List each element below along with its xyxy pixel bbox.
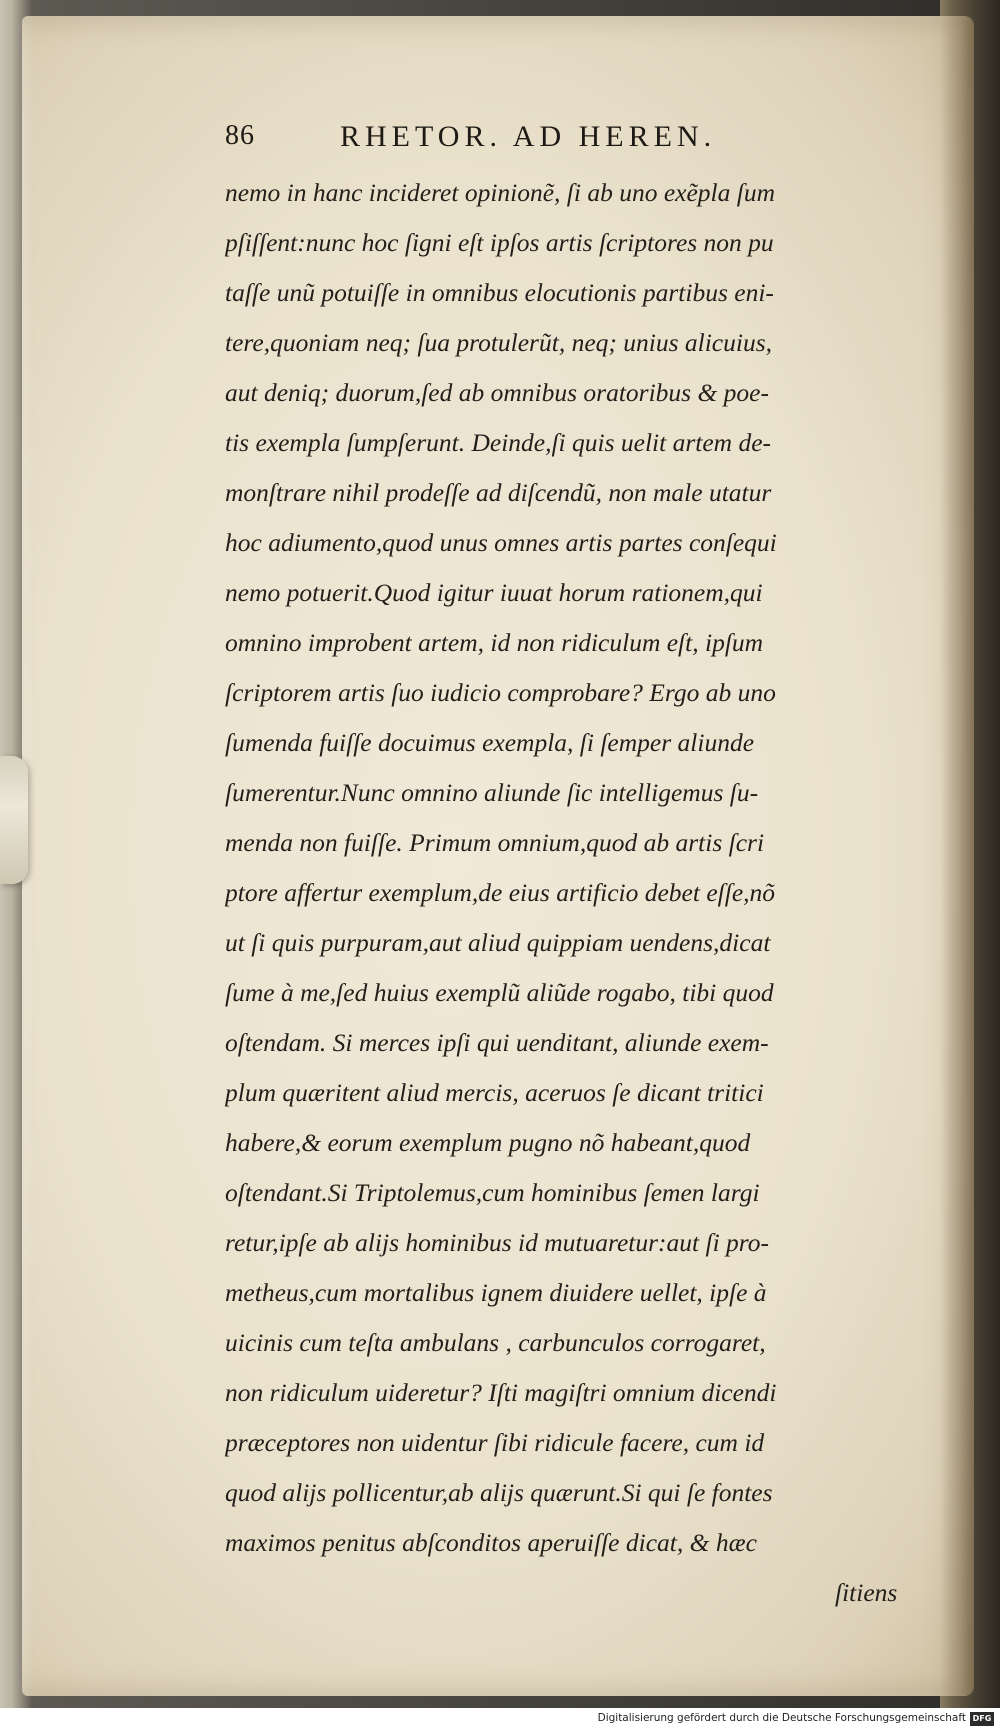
text-line: quod alijs pollicentur,ab alijs quærunt.Si qui ſe fontes [225,1478,773,1507]
text-line: tere,quoniam neq; ſua protulerũt, neq; unius alicuius, [225,328,773,357]
text-line: ptore affertur exemplum,de eius artificio debet eſſe,nõ [225,878,776,907]
text-line: hoc adiumento,quod unus omnes artis partes conſequi [225,528,777,557]
page-number: 86 [225,120,255,151]
text-line: ut ſi quis purpuram,aut aliud quippiam uendens,dicat [225,928,771,957]
text-line: ſcriptorem artis ſuo iudicio comprobare? Ergo ab uno [225,678,776,707]
text-line: uicinis cum teſta ambulans , carbunculos corrogaret, [225,1328,766,1357]
text-line: metheus,cum mortalibus ignem diuidere uellet, ipſe à [225,1278,767,1307]
text-line: ſumenda fuiſſe docuimus exempla, ſi ſemper aliunde [225,728,755,757]
text-line: aut deniq; duorum,ſed ab omnibus oratoribus & poe- [225,378,769,407]
bookmark-ribbon [0,756,28,884]
text-line: ſitiens [835,1578,898,1607]
text-line: oſtendam. Si merces ipſi qui uenditant, aliunde exem- [225,1028,769,1057]
body-text [225,168,945,1618]
text-line: ſumerentur.Nunc omnino aliunde ſic intelligemus ſu- [225,778,759,807]
text-line: nemo in hanc incideret opinionẽ, ſi ab uno exẽpla ſum [225,178,776,207]
footer-credit: Digitalisierung gefördert durch die Deutsche Forschungsgemeinschaft [597,1712,966,1724]
text-line: maximos penitus abſconditos aperuiſſe dicat, & hæc [225,1528,757,1557]
text-line: ſume à me,ſed huius exemplũ aliũde rogabo, tibi quod [225,978,774,1007]
page-header [225,120,845,156]
text-line: taſſe unũ potuiſſe in omnibus elocutionis partibus eni- [225,278,774,307]
running-head: RHETOR. AD HEREN. [340,120,717,153]
text-line: pſiſſent:nunc hoc ſigni eſt ipſos artis ſcriptores non pu [225,228,774,257]
text-line: menda non fuiſſe. Primum omnium,quod ab artis ſcri [225,828,765,857]
text-line: omnino improbent artem, id non ridiculum eſt, ipſum [225,628,764,657]
text-line: non ridiculum uideretur? Iſti magiſtri omnium dicendi [225,1378,777,1407]
text-line: habere,& eorum exemplum pugno nõ habeant,quod [225,1128,751,1157]
text-line: monſtrare nihil prodeſſe ad diſcendũ, non male utatur [225,478,772,507]
footer-bar [0,1708,1000,1730]
text-line: præceptores non uidentur ſibi ridicule facere, cum id [225,1428,765,1457]
text-line: tis exempla ſumpſerunt. Deinde,ſi quis uelit artem de- [225,428,772,457]
text-line: nemo potuerit.Quod igitur iuuat horum rationem,qui [225,578,763,607]
text-line: plum quæritent aliud mercis, aceruos ſe dicant tritici [225,1078,764,1107]
page-shadow-edge [940,16,974,1696]
text-line: oſtendant.Si Triptolemus,cum hominibus ſemen largi [225,1178,760,1207]
dfg-logo-icon: DFG [970,1712,994,1726]
text-line: retur,ipſe ab alijs hominibus id mutuaretur:aut ſi pro- [225,1228,770,1257]
